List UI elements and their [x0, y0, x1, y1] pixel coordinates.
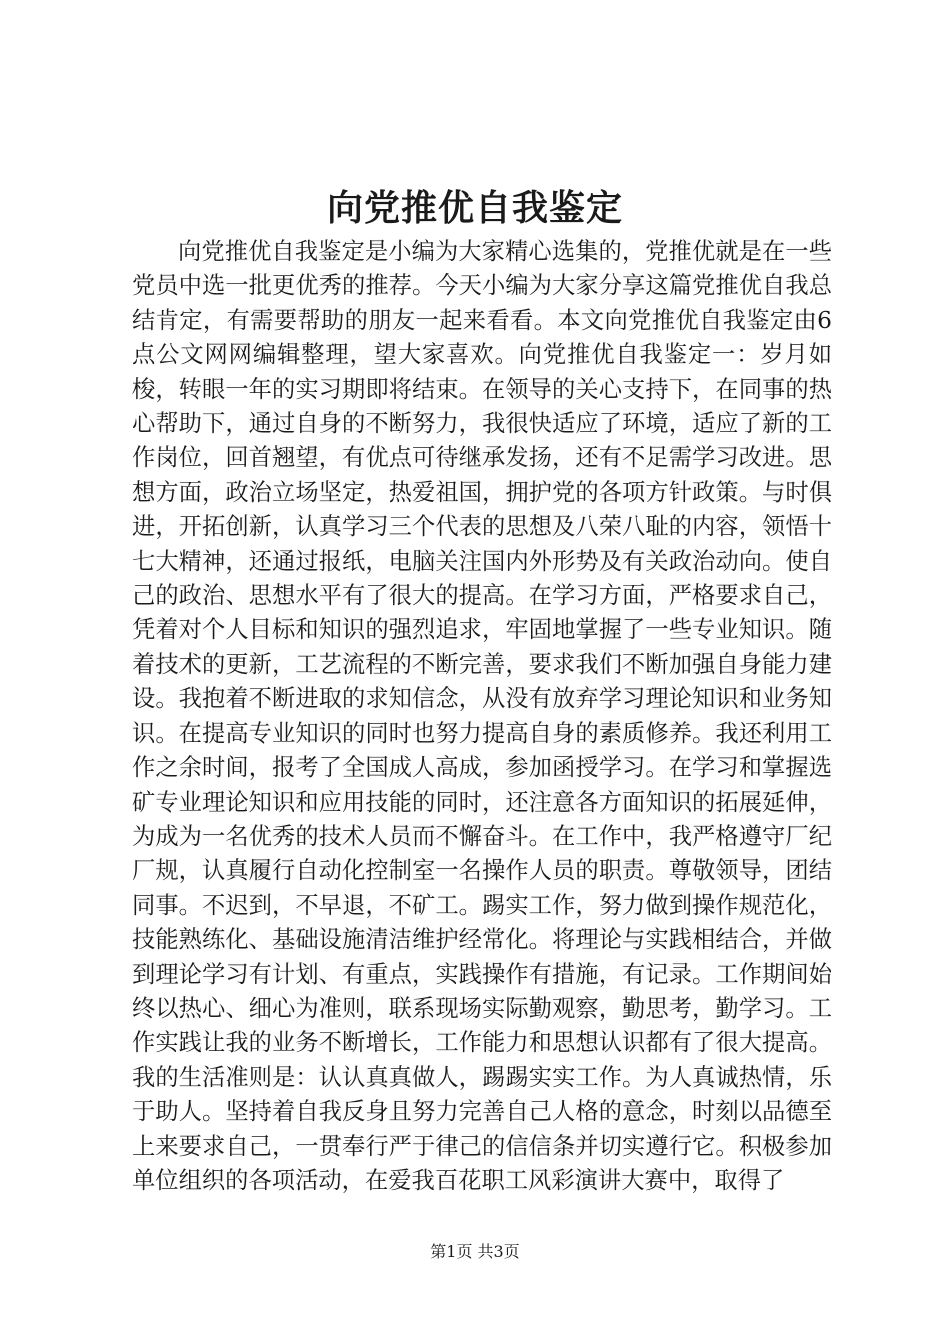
document-title: 向党推优自我鉴定: [326, 187, 623, 229]
page-number-footer: 第1页 共3页: [430, 1242, 520, 1261]
document-body: 向党推优自我鉴定是小编为大家精心选集的，党推优就是在一些党员中选一批更优秀的推荐。今天小编为大家分享这篇党推优自我总结肯定，有需要帮助的朋友一起来看看。本文向党推优自我鉴定由6点公文网网编辑整理，望大家喜欢。向党推优自我鉴定一：岁月如梭，转眼一年的实习期即将结束。在领导的关心支持下，在同事的热心帮助下，通过自身的不断努力，我很快适应了环境，适应了新的工作岗位，回首翘望，有优点可待继承发扬，还有不足需学习改进。思想方面，政治立场坚定，热爱祖国，拥护党的各项方针政策。与时俱进，开拓创新，认真学习三个代表的思想及八荣八耻的内容，领悟十七大精神，还通过报纸，电脑关注国内外形势及有关政治动向。使自己的政治、思想水平有了很大的提高。在学习方面，严格要求自己，凭着对个人目标和知识的强烈追求，牢固地掌握了一些专业知识。随着技术的更新，工艺流程的不断完善，要求我们不断加强自身能力建设。我抱着不断进取的求知信念，从没有放弃学习理论知识和业务知识。在提高专业知识的同时也努力提高自身的素质修养。我还利用工作之余时间，报考了全国成人高成，参加函授学习。在学习和掌握选矿专业理论知识和应用技能的同时，还注意各方面知识的拓展延伸，为成为一名优秀的技术人员而不懈奋斗。在工作中，我严格遵守厂纪厂规，认真履行自动化控制室一名操作人员的职责。尊敬领导，团结同事。不迟到，不早退，不矿工。踢实工作，努力做到操作规范化，技能熟练化、基础设施清洁维护经常化。将理论与实践相结合，并做到理论学习有计划、有重点，实践操作有措施，有记录。工作期间始终以热心、细心为准则，联系现场实际勤观察，勤思考，勤学习。工作实践让我的业务不断增长，工作能力和思想认识都有了很大提高。我的生活准则是：认认真真做人，踢踢实实工作。为人真诚热情，乐于助人。坚持着自我反身且努力完善自己人格的意念，时刻以品德至上来要求自己，一贯奉行严于律己的信信条并切实遵行它。积极参加单位组织的各项活动，在爱我百花职工风彩演讲大赛中，取得了: [132, 238, 832, 1194]
